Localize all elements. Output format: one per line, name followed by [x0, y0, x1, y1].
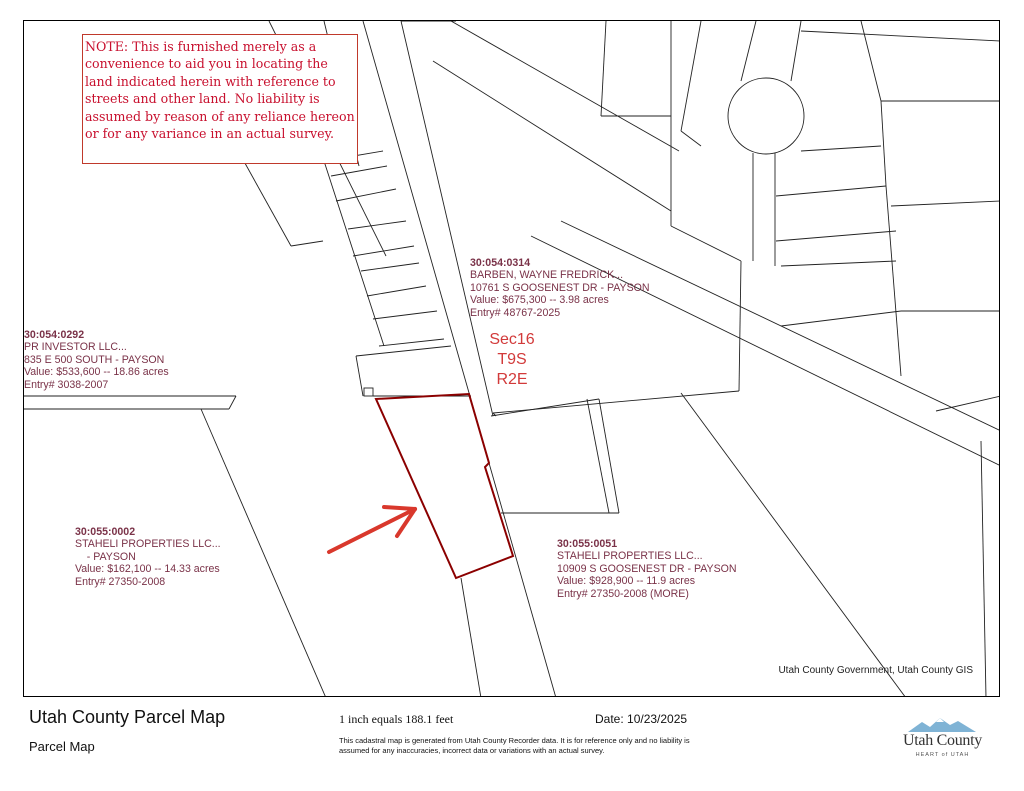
range-label: R2E [496, 371, 528, 388]
parcel-address: 835 E 500 SOUTH - PAYSON [24, 353, 165, 366]
disclaimer-note: NOTE: This is furnished merely as a convenience to aid you in locating the land indicated herein with reference to streets and other land. No liability is assumed by reason of any reliance hereon or for any variance in an actual survey. [82, 34, 358, 164]
parcel-label-30-054-0292[interactable] [24, 329, 169, 391]
lot-line [348, 221, 406, 229]
pointer-arrow [329, 507, 415, 552]
parcel-owner: STAHELI PROPERTIES LLC... [75, 538, 221, 551]
parcel-address: 10761 S GOOSENEST DR - PAYSON [470, 281, 650, 294]
map-date: Date: 10/23/2025 [595, 712, 688, 726]
subject-parcel [376, 394, 513, 578]
parcel-line [587, 399, 609, 513]
parcel-value: Value: $162,100 -- 14.33 acres [75, 563, 220, 576]
road-edge [401, 21, 493, 416]
parcel-label-30-054-0314[interactable] [470, 257, 650, 319]
parcel-entry: Entry# 3038-2007 [24, 378, 109, 391]
parcel-line [364, 388, 373, 396]
lot-line [367, 286, 426, 296]
parcel-id: 30:055:0002 [75, 526, 136, 538]
map-frame[interactable] [23, 20, 1000, 697]
parcel-line [229, 396, 236, 409]
cul-de-sac [728, 78, 804, 154]
parcel-line [981, 441, 986, 697]
parcel-owner: PR INVESTOR LLC... [24, 341, 127, 354]
section-township-range [483, 330, 541, 390]
parcel-owner: BARBEN, WAYNE FREDRICK... [470, 269, 624, 282]
lot-line [936, 396, 1000, 411]
map-title: Utah County Parcel Map [29, 707, 226, 727]
parcel-value: Value: $675,300 -- 3.98 acres [470, 294, 609, 307]
parcel-line [681, 21, 701, 131]
road-edge [741, 21, 756, 81]
parcel-line [451, 21, 679, 151]
lot-line [891, 201, 1000, 206]
parcel-address: 10909 S GOOSENEST DR - PAYSON [557, 562, 737, 575]
parcel-id: 30:054:0314 [470, 257, 531, 269]
parcel-line [601, 21, 606, 116]
utah-county-logo [890, 716, 995, 761]
lot-line [353, 246, 414, 256]
lot-line [356, 346, 451, 356]
section-label: Sec16 [489, 331, 535, 348]
lot-line [781, 261, 896, 266]
road-edge [291, 241, 323, 246]
lot-line [781, 311, 901, 326]
road-edge [561, 221, 1000, 431]
lot-line [776, 186, 886, 196]
parcel-id: 30:054:0292 [24, 329, 85, 341]
map-credit: Utah County Government, Utah County GIS [778, 665, 973, 676]
footer-disclaimer: This cadastral map is generated from Utah County Recorder data. It is for reference only and no liability is assumed for any inaccuracies, incorrect data or variations with an actual survey. [339, 736, 690, 755]
lot-line [801, 146, 881, 151]
lot-line [336, 189, 396, 201]
parcel-id: 30:055:0051 [557, 538, 618, 550]
parcel-line [671, 226, 741, 261]
lot-line [356, 356, 363, 396]
parcel-label-30-055-0002[interactable] [75, 526, 221, 588]
parcel-value: Value: $533,600 -- 18.86 acres [24, 366, 169, 379]
parcel-line [739, 261, 741, 391]
road-edge [791, 21, 801, 81]
lot-line [324, 161, 384, 346]
parcel-label-30-055-0051[interactable] [557, 538, 737, 600]
lot-line [373, 311, 437, 319]
parcel-address: - PAYSON [75, 550, 136, 563]
road-edge [861, 21, 881, 101]
lot-line [776, 231, 896, 241]
lot-line [331, 166, 387, 176]
lot-line [886, 186, 901, 376]
map-subtitle: Parcel Map [29, 739, 95, 754]
road-edge [461, 578, 481, 697]
lot-line [361, 263, 419, 271]
lot-line [881, 101, 886, 186]
logo-name: Utah County [903, 732, 982, 749]
parcel-line [433, 61, 671, 211]
parcel-value: Value: $928,900 -- 11.9 acres [557, 575, 696, 588]
lot-line [379, 339, 444, 346]
parcel-line [491, 399, 599, 416]
township-label: T9S [497, 351, 527, 368]
logo-tagline: HEART of UTAH [915, 752, 970, 758]
parcel-owner: STAHELI PROPERTIES LLC... [557, 550, 703, 563]
parcel-entry: Entry# 48767-2025 [470, 306, 561, 319]
road-edge [801, 31, 1000, 41]
parcel-entry: Entry# 27350-2008 (MORE) [557, 587, 689, 600]
parcel-line [681, 131, 701, 146]
parcel-line [599, 399, 619, 513]
map-scale: 1 inch equals 188.1 feet [339, 712, 454, 726]
parcel-entry: Entry# 27350-2008 [75, 575, 166, 588]
